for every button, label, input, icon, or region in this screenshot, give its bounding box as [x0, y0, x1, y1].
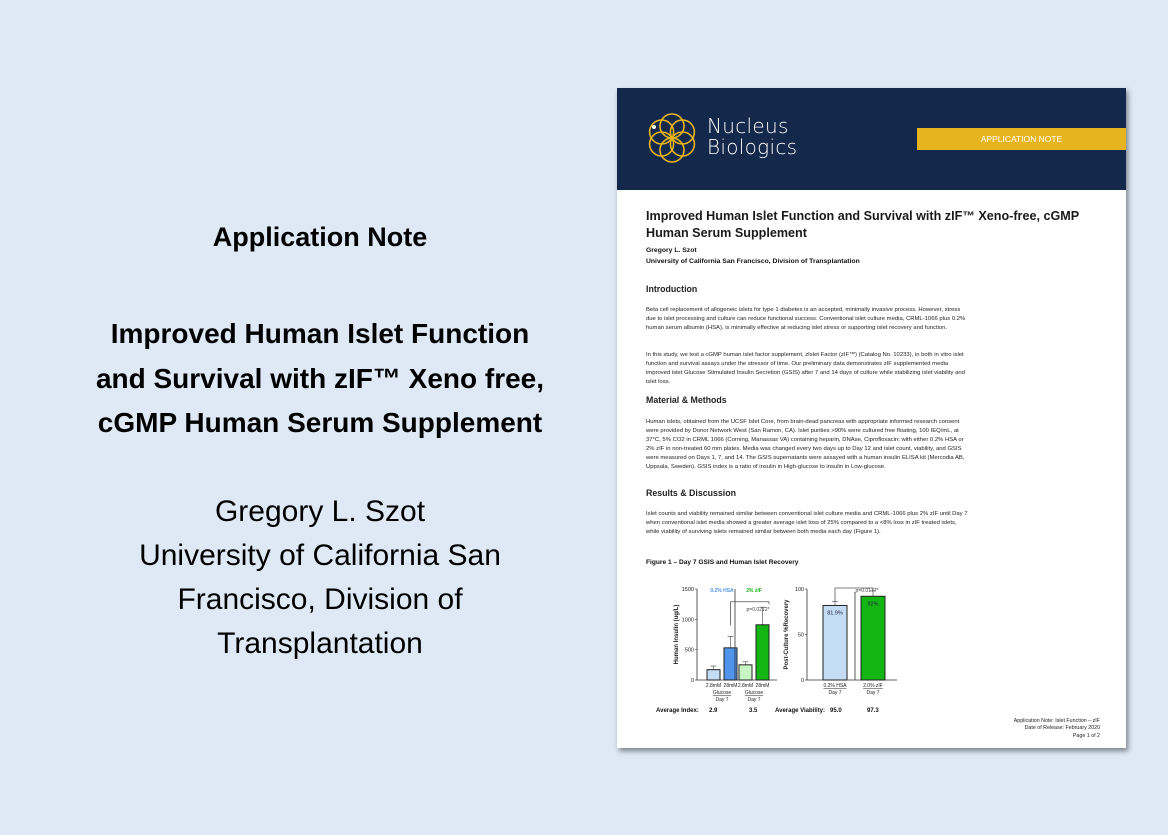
x-sub-label: Glucose: [744, 690, 764, 696]
paragraph: Beta cell replacement of allogeneic islets for type 1 diabetes is an accepted, minimally invasive process. However, stress due to islet processing and culture can reduce functional success. Conventional islet culture media, CRML-1066 plus 0.2% human serum albumin (HSA), is minimally effective at reducing islet stress or supporting islet recovery and function.: [646, 307, 966, 331]
doc-affiliation: University of California San Francisco, Division of Transplantation: [646, 258, 860, 265]
y-tick-label: 1000: [681, 617, 694, 624]
doc-author: Gregory L. Szot: [646, 247, 697, 254]
summary-value: 3.5: [749, 708, 758, 714]
x-sub-label: Day 7: [715, 697, 729, 703]
section-heading: Results & Discussion: [646, 488, 736, 498]
bar: [756, 625, 769, 680]
x-tick-label: 0.2% HSA: [823, 683, 847, 689]
x-tick-label: 28mM: [723, 683, 738, 689]
x-sub-label: Day 7: [747, 697, 761, 703]
summary-value: 95.0: [830, 708, 842, 714]
y-tick-label: 100: [794, 587, 804, 593]
author-line: Transplantation: [217, 627, 423, 660]
bar: [823, 605, 847, 680]
nucleus-logo-icon: [644, 110, 700, 166]
y-axis-label: Post-Culture %Recovery: [784, 599, 790, 670]
document-thumbnail: [617, 88, 1126, 748]
footer-line: Application Note: Islet Function – zIF: [1013, 718, 1100, 724]
author-line: University of California San: [139, 539, 501, 572]
section-heading: Material & Methods: [646, 395, 727, 405]
author-line: Gregory L. Szot: [214, 495, 426, 528]
y-tick-label: 50: [797, 632, 804, 639]
x-tick-label: 2.8mM: [737, 683, 754, 689]
slide-heading: Application Note: [212, 222, 428, 252]
y-axis-label: Human Insulin (ug/L): [674, 604, 680, 665]
bar: [861, 596, 885, 680]
group-label: 0.2% HSA: [710, 588, 734, 594]
brand-line: Biologics: [707, 135, 798, 159]
significance-bracket: [731, 602, 770, 626]
summary-label: Average Viability:: [775, 708, 826, 714]
title-line: Improved Human Islet Function: [110, 318, 530, 349]
figure-1-charts: [617, 583, 1126, 723]
section-heading: Introduction: [646, 284, 698, 294]
y-tick-label: 0: [800, 678, 804, 684]
x-sub-label: Day 7: [866, 690, 880, 696]
figure-caption: Figure 1 – Day 7 GSIS and Human Islet Recovery: [646, 559, 799, 566]
x-tick-label: 2.8mM: [705, 683, 722, 689]
paragraph: In this study, we test a cGMP human islet factor supplement, zIslet Factor (zIF™) (Catalog No. 10233), in both in vitro islet function and survival assays under the stressor of time. Our preliminary data demonstrates zIF supplemented media improved islet Glucose Stimulated Insulin Secretion (GSIS) after 7 and 14 days of culture while stabilizing islet viability and islet loss.: [646, 352, 965, 385]
x-tick-label: 28mM: [755, 683, 770, 689]
group-label: 2% zIF: [746, 588, 762, 594]
bar-value-label: 92%: [867, 601, 879, 608]
y-tick-label: 500: [684, 647, 694, 654]
slide-title: [40, 312, 600, 446]
document-title: [646, 208, 1116, 242]
paragraph: Islet counts and viability remained similar between conventional islet culture media and CRML-1066 plus 2% zIF until Day 7 when conventional islet media showed a greater average islet loss of 25% compared to a <8% loss in zIF treated islets, while viability of surviving islets remained similar between both media each day (Figure 1).: [646, 511, 968, 535]
document-footer: [1014, 718, 1100, 740]
footer-line: Page 1 of 2: [1072, 732, 1100, 739]
x-tick-label: 2.0% zIF: [863, 683, 883, 689]
bar: [739, 665, 752, 680]
bar: [707, 670, 720, 680]
document-author-block: [646, 245, 860, 267]
y-tick-label: 1500: [681, 587, 694, 593]
brand-name: [707, 116, 797, 158]
p-value-label: p=0.0212*: [746, 606, 770, 613]
y-tick-label: 0: [690, 678, 694, 684]
slide-author: [40, 490, 600, 666]
doc-title-line: Human Serum Supplement: [646, 226, 807, 240]
p-value-label: p=0.0177*: [855, 588, 879, 594]
document-header-band: [617, 88, 1126, 190]
x-sub-label: Glucose: [712, 690, 732, 696]
summary-label: Average Index:: [656, 708, 699, 714]
paragraph: Human islets, obtained from the UCSF Islet Core, from brain-dead pancreas with appropriate informed research consent were provided by Donor Network West (San Ramon, CA). Islet purities >90% were cultured free floating, 100 IEQ/mL, at 37°C, 5% CO2 in CRML 1066 (Corning, Manassas VA) containing heparin, DNAse, Ciprofloxacin; with either 0.2% HSA or 2% zIF in non-treated 60 mm plates. Media was changed every two days up to Day 12 and islet count, viability, and GSIS were measured on Days 1, 7, and 14. The GSIS supernatants were assayed with a human insulin ELISA kit (Mercodia AB, Uppsala, Sweden). GSIS index is a ratio of insulin in High-glucose to insulin in Low-glucose.: [646, 419, 965, 470]
bar-value-label: 81.9%: [827, 610, 843, 617]
x-sub-label: Day 7: [828, 690, 842, 696]
brand-line: Nucleus: [707, 114, 789, 138]
summary-value: 97.3: [867, 708, 879, 714]
doc-title-line: Improved Human Islet Function and Survival with zIF™ Xeno-free, cGMP: [646, 209, 1080, 223]
summary-value: 2.9: [709, 708, 718, 714]
title-line: cGMP Human Serum Supplement: [97, 407, 543, 438]
author-line: Francisco, Division of: [177, 583, 463, 616]
title-line: and Survival with zIF™ Xeno free,: [95, 362, 545, 394]
application-note-banner: APPLICATION NOTE: [917, 128, 1126, 150]
footer-line: Date of Release: February 2020: [1024, 725, 1100, 732]
